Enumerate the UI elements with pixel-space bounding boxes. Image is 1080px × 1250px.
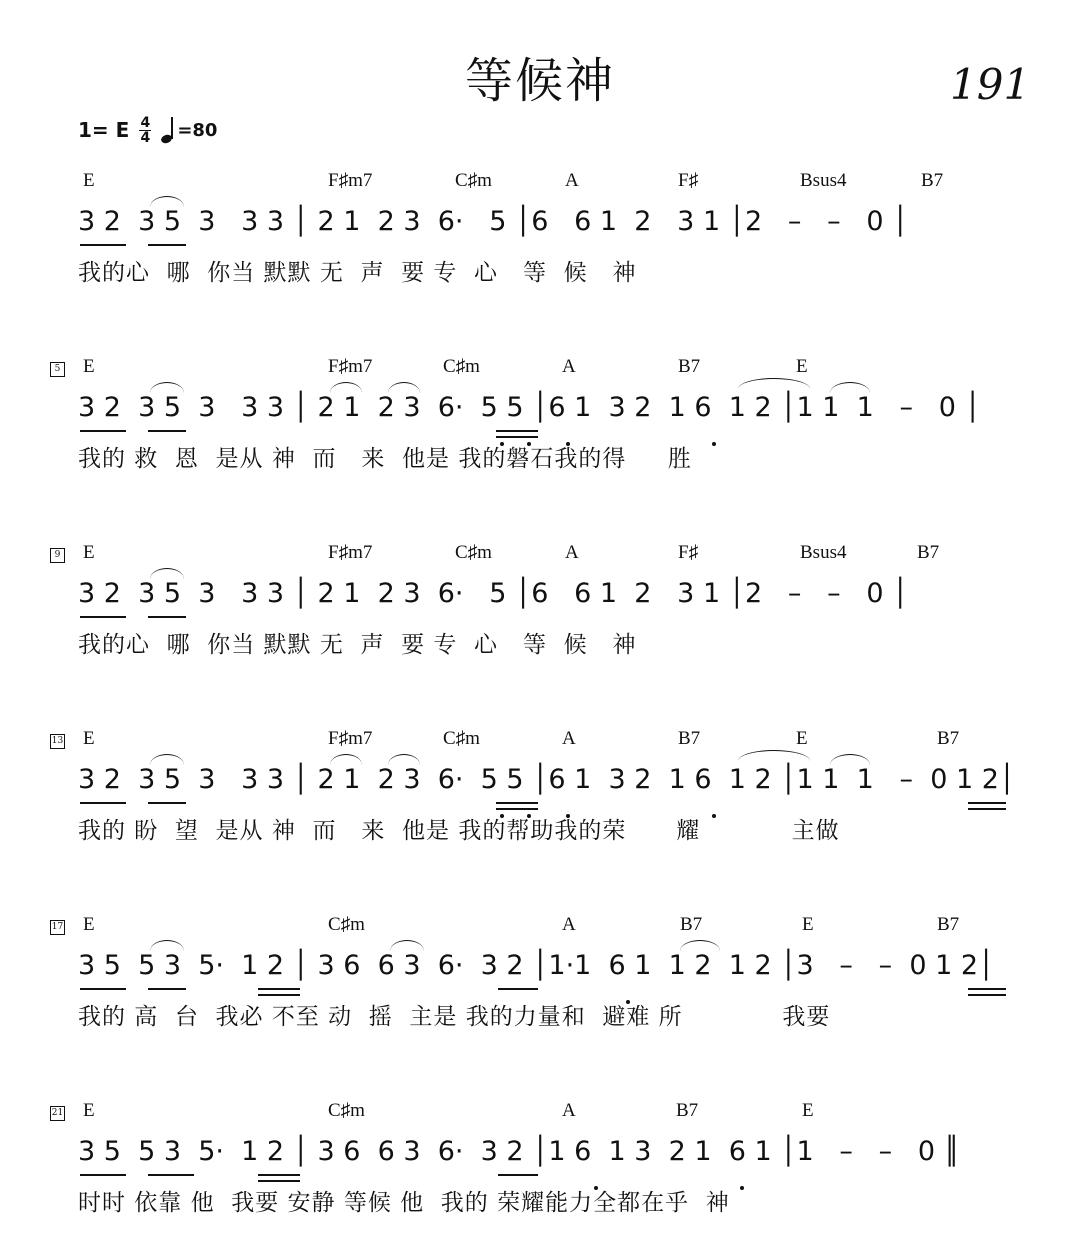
chord: A	[562, 1100, 576, 1121]
beam	[80, 1174, 126, 1176]
tie	[738, 378, 810, 389]
slur	[390, 940, 424, 951]
chord: A	[565, 170, 579, 191]
slur	[680, 940, 720, 951]
beam	[968, 994, 1006, 996]
beam	[148, 616, 186, 618]
chord: F♯m7	[328, 170, 373, 191]
notation-line: 3 2 3 5 3 3 3 │ 2 1 2 3 6· 5 │6 6 1 2 3 1 │2 – – 0 │	[78, 206, 909, 237]
chord: E	[802, 914, 814, 935]
song-header	[78, 112, 217, 148]
beam	[968, 988, 1006, 990]
chord: A	[562, 356, 576, 377]
notation-line: 3 2 3 5 3 3 3 │ 2 1 2 3 6· 5 5 │6 1 3 2 1 6 1 2 │1 1 1 – 0 1 2│	[78, 764, 1016, 795]
notation-line: 3 5 5 3 5· 1 2 │ 3 6 6 3 6· 3 2 │1·1 6 1 1 2 1 2 │3 – – 0 1 2│	[78, 950, 995, 981]
lyric-line: 我的心 哪 你当 默默 无 声 要 专 心 等 候 神	[78, 260, 637, 286]
beam	[496, 436, 538, 438]
beam	[148, 430, 186, 432]
chord: A	[562, 728, 576, 749]
slur	[150, 754, 184, 765]
chord: F♯	[678, 170, 699, 191]
beam	[498, 988, 538, 990]
system-1	[0, 166, 1080, 316]
beam	[80, 430, 126, 432]
lyric-line: 我的 救 恩 是从 神 而 来 他是 我的磐石我的得 胜	[78, 446, 692, 472]
beam	[968, 808, 1006, 810]
beam	[968, 802, 1006, 804]
system-3	[0, 538, 1080, 688]
chord: B7	[921, 170, 944, 191]
chord: E	[796, 728, 808, 749]
chord: B7	[680, 914, 703, 935]
slur	[150, 568, 184, 579]
system-5	[0, 910, 1080, 1060]
beam	[498, 1174, 538, 1176]
time-signature	[139, 116, 151, 145]
chord: C♯m	[443, 728, 480, 749]
quarter-note-icon	[161, 117, 175, 143]
measure-number: 9	[50, 548, 65, 563]
chord: B7	[937, 914, 960, 935]
slur	[388, 754, 420, 765]
chord: E	[83, 728, 95, 749]
chord: B7	[678, 356, 701, 377]
chord: Bsus4	[800, 542, 847, 563]
chord: E	[802, 1100, 814, 1121]
page-number: 191	[950, 60, 1031, 109]
chord: E	[83, 542, 95, 563]
measure-number: 17	[50, 920, 65, 935]
chord: E	[83, 914, 95, 935]
slur	[830, 382, 870, 393]
tempo-marking: =80	[177, 119, 218, 141]
slur	[150, 940, 184, 951]
key-signature: 1= E	[78, 118, 130, 142]
beam	[80, 802, 126, 804]
chord: F♯m7	[328, 356, 373, 377]
chord: C♯m	[455, 542, 492, 563]
system-4	[0, 724, 1080, 874]
chord: E	[796, 356, 808, 377]
slur	[330, 754, 362, 765]
beam	[80, 616, 126, 618]
beam	[148, 244, 186, 246]
low-octave-dot	[740, 1186, 744, 1190]
chord: A	[562, 914, 576, 935]
beam	[80, 244, 126, 246]
time-signature-bottom: 4	[140, 129, 151, 146]
beam	[148, 802, 186, 804]
beam	[496, 808, 538, 810]
chord: F♯m7	[328, 542, 373, 563]
system-2	[0, 352, 1080, 502]
notation-line: 3 2 3 5 3 3 3 │ 2 1 2 3 6· 5 │6 6 1 2 3 1 │2 – – 0 │	[78, 578, 909, 609]
chord: B7	[676, 1100, 699, 1121]
slur	[150, 382, 184, 393]
chord: C♯m	[328, 914, 365, 935]
beam	[148, 988, 186, 990]
beam	[258, 1180, 300, 1182]
beam	[496, 430, 538, 432]
system-6	[0, 1096, 1080, 1246]
lyric-line: 我的 盼 望 是从 神 而 来 他是 我的帮助我的荣 耀 主做	[78, 818, 840, 844]
slur	[388, 382, 420, 393]
chord: B7	[937, 728, 960, 749]
chord: F♯m7	[328, 728, 373, 749]
slur	[830, 754, 870, 765]
song-title: 等候神	[464, 53, 615, 109]
lyric-line: 我的心 哪 你当 默默 无 声 要 专 心 等 候 神	[78, 632, 637, 658]
chord: B7	[678, 728, 701, 749]
beam	[258, 994, 300, 996]
measure-number: 21	[50, 1106, 65, 1121]
low-octave-dot	[712, 442, 716, 446]
slur	[330, 382, 362, 393]
chord: C♯m	[328, 1100, 365, 1121]
measure-number: 13	[50, 734, 65, 749]
beam	[148, 1174, 194, 1176]
chord: C♯m	[455, 170, 492, 191]
notation-line: 3 2 3 5 3 3 3 │ 2 1 2 3 6· 5 5 │6 1 3 2 1 6 1 2 │1 1 1 – 0 │	[78, 392, 981, 423]
tie	[738, 750, 810, 761]
chord: B7	[917, 542, 940, 563]
beam	[258, 988, 300, 990]
notation-line: 3 5 5 3 5· 1 2 │ 3 6 6 3 6· 3 2 │1 6 1 3 2 1 6 1 │1 – – 0 ║	[78, 1136, 960, 1167]
lyric-line: 我的 高 台 我必 不至 动 摇 主是 我的力量和 避难 所 我要	[78, 1004, 831, 1030]
beam	[80, 988, 126, 990]
slur	[150, 196, 184, 207]
chord: A	[565, 542, 579, 563]
chord: C♯m	[443, 356, 480, 377]
chord: E	[83, 1100, 95, 1121]
beam	[258, 1174, 300, 1176]
chord: F♯	[678, 542, 699, 563]
beam	[496, 802, 538, 804]
lyric-line: 时时 依靠 他 我要 安静 等候 他 我的 荣耀能力全都在乎 神	[78, 1190, 730, 1216]
measure-number: 5	[50, 362, 65, 377]
chord: Bsus4	[800, 170, 847, 191]
chord: E	[83, 170, 95, 191]
chord: E	[83, 356, 95, 377]
time-signature-top: 4	[140, 114, 151, 131]
